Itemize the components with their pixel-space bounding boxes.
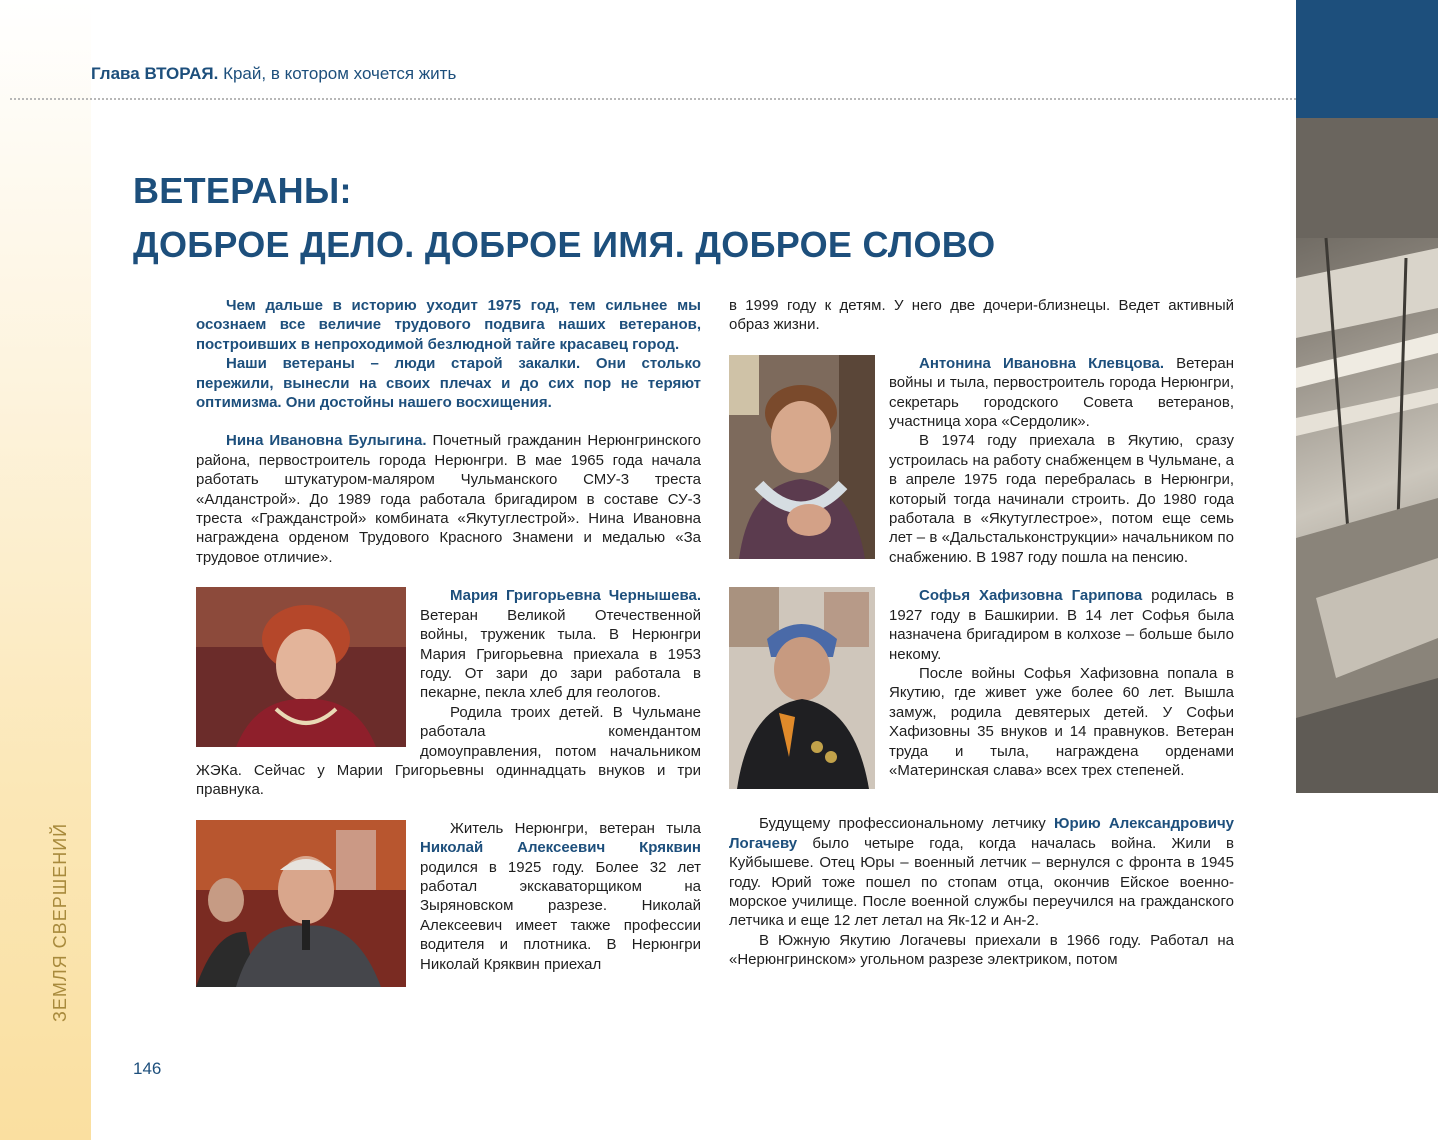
left-column (196, 296, 701, 993)
logachev-name: Юрию Александровичу Логачеву (729, 815, 1234, 852)
dotted-divider (10, 98, 1296, 100)
garipova-name: Софья Хафизовна Гарипова (919, 587, 1143, 605)
kryakvin-continuation: в 1999 году к детям. У него две дочери-близнецы. Ведет активный образ жизни. (729, 297, 1234, 334)
kryakvin-intro: Житель Нерюнгри, ветеран тыла (450, 819, 701, 837)
intro-paragraph-2: Наши ветераны – люди старой закалки. Они столько пережили, вынесли на своих плечах и до сих пор не теряют оптимизма. Они достойны нашего восхищения. (196, 355, 701, 412)
bulygina-name: Нина Ивановна Булыгина. (226, 432, 427, 450)
chapter-number: Глава ВТОРАЯ. (91, 64, 219, 83)
kryakvin-portrait (196, 820, 406, 987)
page-title-line1: ВЕТЕРАНЫ: (133, 170, 352, 211)
intro-paragraph-1: Чем дальше в историю уходит 1975 год, тем сильнее мы осознаем все величие трудового подвига наших ветеранов, построивших в непроходимой безлюдной тайге красавец город. (196, 297, 701, 353)
construction-photo-art (1296, 118, 1438, 793)
klevtsova-name: Антонина Ивановна Клевцова. (919, 354, 1165, 372)
garipova-photo (729, 587, 875, 789)
kryakvin-photo (196, 820, 406, 987)
chernysheva-paragraph-2: Родила троих детей. В Чульмане работала комендантом домоуправления, потом начальником ЖЭКа. Сейчас у Марии Григорьевны одиннадцать внуков и три правнука. (196, 703, 701, 799)
chernysheva-portrait (196, 587, 406, 747)
bulygina-paragraph (196, 431, 701, 567)
klevtsova-portrait (729, 355, 875, 559)
chernysheva-text: Ветеран Великой Отечественной войны, труженик тыла. В Нерюнгри Мария Григорьевна приехала в 1953 году. От зари до зари работала в пекарне, пекла хлеб для геологов. (420, 606, 701, 702)
garipova-text: родилась в 1927 году в Башкирии. В 14 лет Софья была назначена бригадиром в колхозе – больше было некому. (889, 587, 1234, 663)
kryakvin-name: Николай Алексеевич Кряквин (420, 839, 701, 857)
logachev-paragraph-2: В Южную Якутию Логачевы приехали в 1966 году. Работал на «Нерюнгринском» угольном разрезе электриком, потом (729, 931, 1234, 969)
bulygina-text: Почетный гражданин Нерюнгринского района, первостроитель города Нерюнгри. В мае 1965 года начала работать штукатуром-маляром Чульманского СМУ-3 треста «Алданстрой». До 1989 года работала бригадиром в составе СУ-3 треста «Гражданстрой» комбината «Якутуглестрой». Нина Ивановна награждена орденом Трудового Красного Знамени и медалью «За трудовое отличие». (196, 432, 701, 566)
page-number: 146 (133, 1059, 162, 1078)
chapter-title: Край, в котором хочется жить (223, 64, 457, 83)
logachev-intro: Будущему профессиональному летчику (759, 815, 1054, 833)
klevtsova-text: Ветеран войны и тыла, первостроитель города Нерюнгри, секретарь городского Совета ветеранов, участница хора «Сердолик». (889, 354, 1235, 431)
side-label: ЗЕМЛЯ СВЕРШЕНИЙ (50, 822, 70, 1022)
garipova-paragraph-2: После войны Софья Хафизовна попала в Якутию, где живет уже более 60 лет. Вышла замуж, родила девятерых детей. У Софьи Хафизовны 35 внуков и 14 правнуков. Ветеран труда и тыла, награждена орденами «Материнская слава» всех трех степеней. (889, 664, 1234, 779)
right-column (729, 296, 1234, 970)
corner-block (1296, 0, 1438, 118)
page-title-line2: ДОБРОЕ ДЕЛО. ДОБРОЕ ИМЯ. ДОБРОЕ СЛОВО (133, 224, 996, 265)
chernysheva-name: Мария Григорьевна Чернышева. (450, 587, 701, 605)
chernysheva-photo (196, 587, 406, 747)
construction-photo (1296, 118, 1438, 793)
garipova-portrait (729, 587, 875, 789)
logachev-text: было четыре года, когда началась война. Жили в Куйбышеве. Отец Юры – военный летчик – вернулся с фронта в 1945 году. Юрий тоже пошел по стопам отца, окончив Ейское военно-морское училище. После военной службы переучился на гражданского летчика и еще 12 лет летал на Як-12 и Ан-2. (729, 834, 1234, 930)
logachev-paragraph (729, 814, 1234, 930)
kryakvin-text: родился в 1925 году. Более 32 лет работал экскаваторщиком на Зыряновском разрезе. Николай Алексеевич имеет также професcии водителя и плотника. В Нерюнгри Николай Кряквин приехал (420, 858, 701, 973)
side-band (0, 0, 91, 1140)
klevtsova-paragraph-2: В 1974 году приехала в Якутию, сразу устроилась на работу снабженцем в Чульмане, а в апреле 1975 года перебралась в Нерюнгри, который тогда начинали строить. До 1980 года работала в «Якутуглестрое», потом еще семь лет – в «Дальстальконструкции» начальником по снабжению. В 1987 году пошла на пенсию. (889, 432, 1234, 566)
klevtsova-photo (729, 355, 875, 559)
chapter-heading (91, 64, 456, 84)
